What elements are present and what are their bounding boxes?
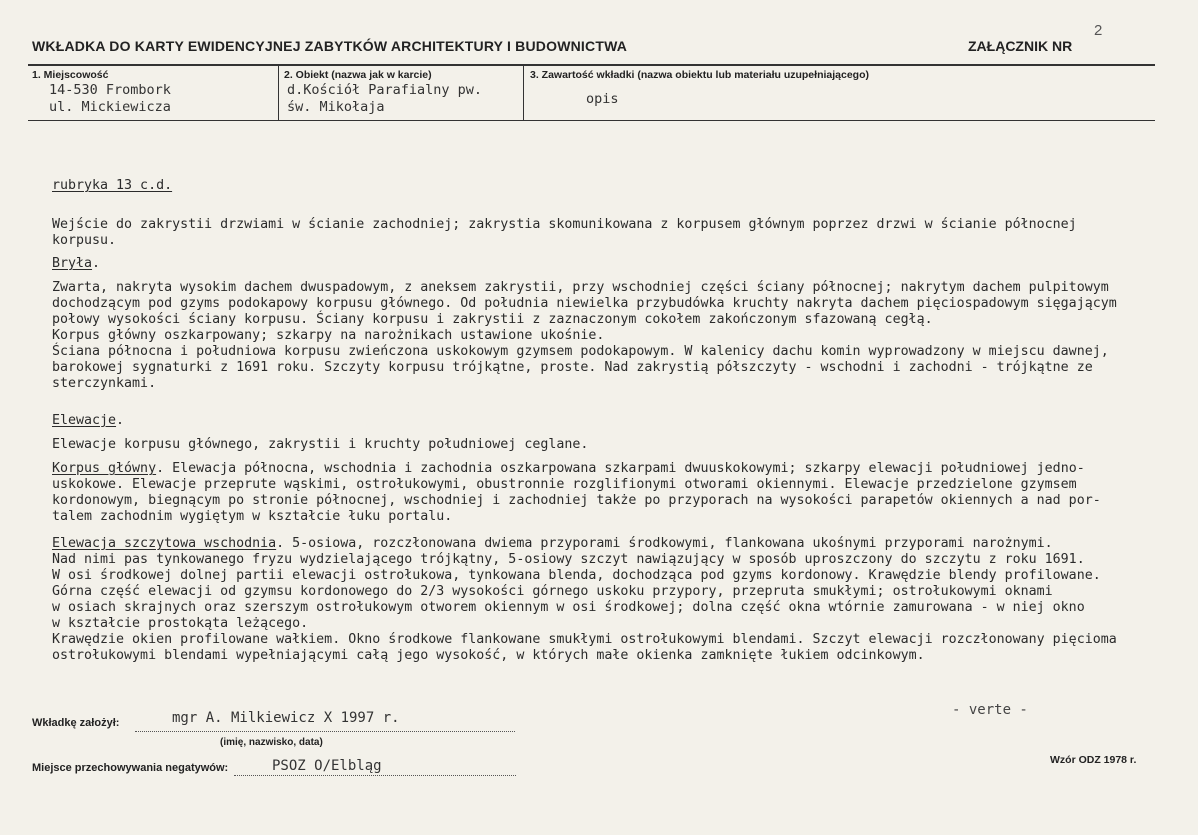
column-divider-1 <box>278 66 279 120</box>
paragraph-line <box>52 536 1053 552</box>
paragraph-line: Nad nimi pas tynkowanego fryzu wydzielającego trójkątny, 5-osiowy szczyt nawiązujący w sposób uproszczony do szczytu z roku 1691. <box>52 552 1085 567</box>
contents-label: 3. Zawartość wkładki (nazwa obiektu lub materiału uzupełniającego) <box>530 69 869 81</box>
paragraph-line: Elewacje korpusu głównego, zakrystii i kruchty południowej ceglane. <box>52 437 589 452</box>
locality-line1: 14-530 Frombork <box>49 82 171 98</box>
annex-label: ZAŁĄCZNIK NR <box>968 38 1073 54</box>
paragraph-text: . 5-osiowa, rozczłonowana dwiema przyporami środkowymi, flankowana ukośnymi przyporami narożnymi. <box>276 536 1053 551</box>
section-heading-elewacje: Elewacje. <box>52 413 125 428</box>
form-model-note: Wzór ODZ 1978 r. <box>1050 754 1137 766</box>
object-label: 2. Obiekt (nazwa jak w karcie) <box>284 69 432 81</box>
author-value: mgr A. Milkiewicz X 1997 r. <box>172 710 400 726</box>
paragraph-line: barokowej sygnaturki z 1691 roku. Szczyty korpusu trójkątne, proste. Nad zakrystią półszczyty - wschodni i zachodni - trójkątne ze <box>52 360 1093 375</box>
paragraph-line: Górna część elewacji od gzymsu kordonowego do 2/3 wysokości górnego uskoku przypory, przepruta smukłymi; ostrołukowymi oknami <box>52 584 1053 599</box>
paragraph-line: kordonowym, biegnącym po stronie północnej, wschodniej i zachodniej także po przyporach na wysokości parapetów okiennych a nad por- <box>52 493 1101 508</box>
fields-rule <box>28 120 1155 121</box>
locality-line2: ul. Mickiewicza <box>49 99 171 115</box>
paragraph-line: w osiach skrajnych oraz szerszym ostrołukowym otworem okiennym w osi środkowej; dolna część okna wtórnie zamurowana - w niej okno <box>52 600 1085 615</box>
paragraph-line: połowy wysokości ściany korpusu. Ściany korpusu i zakrystii z zaznaczonym cokołem zakończonym sfazowaną cegłą. <box>52 312 933 327</box>
annex-number: 2 <box>1094 22 1103 39</box>
author-hint: (imię, nazwisko, data) <box>220 737 323 748</box>
section-heading-szczyt: Elewacja szczytowa wschodnia <box>52 536 277 551</box>
paragraph-text: . Elewacja północna, wschodnia i zachodnia oszkarpowana szkarpami dwuuskokowymi; szkarpy elewacji południowej jedno- <box>156 461 1085 476</box>
paragraph-line: Krawędzie okien profilowane wałkiem. Okno środkowe flankowane smukłymi ostrołukowymi blendami. Szczyt elewacji rozczłonowany pięcioma <box>52 632 1117 647</box>
paragraph-line: dochodzącym pod gzyms podokapowy korpusu głównego. Od południa niewielka przybudówka kruchty nakryta dachem pięciospadowym sięgającym <box>52 296 1117 311</box>
section-heading-korpus: Korpus główny <box>52 461 157 476</box>
paragraph-line <box>52 461 1085 477</box>
object-line1: d.Kościół Parafialny pw. <box>287 82 483 98</box>
author-dotted-line <box>135 731 515 732</box>
paragraph-line: uskokowe. Elewacje przeprute wąskimi, ostrołukowymi, obustronnie rozglifionymi otworami okiennymi. Elewacje przedzielone gzymsem <box>52 477 1077 492</box>
storage-label: Miejsce przechowywania negatywów: <box>32 762 229 774</box>
author-label: Wkładkę założył: <box>32 717 120 729</box>
paragraph-line: W osi środkowej dolnej partii elewacji ostrołukowa, tynkowana blenda, dochodząca pod gzyms kordonowy. Krawędzie blendy profilowane. <box>52 568 1101 583</box>
paragraph-line: Ściana północna i południowa korpusu zwieńczona uskokowym gzymsem podokapowym. W kalenicy dachu komin wyprowadzony w miejscu dawnej, <box>52 344 1109 359</box>
verte-note: - verte - <box>952 702 1028 718</box>
locality-label: 1. Miejscowość <box>32 69 109 81</box>
rubric-heading: rubryka 13 c.d. <box>52 178 173 193</box>
paragraph-line: sterczynkami. <box>52 376 157 391</box>
paragraph-line: korpusu. <box>52 233 117 248</box>
section-heading-bryla: Bryła. <box>52 256 101 271</box>
form-title: WKŁADKA DO KARTY EWIDENCYJNEJ ZABYTKÓW ARCHITEKTURY I BUDOWNICTWA <box>32 38 628 54</box>
storage-value: PSOZ O/Elbląg <box>272 758 382 774</box>
paragraph-line: w kształcie prostokąta leżącego. <box>52 616 309 631</box>
object-line2: św. Mikołaja <box>287 99 385 115</box>
section-heading-text: Elewacje <box>52 413 117 428</box>
paragraph-line: ostrołukowymi blendami wypełniającymi całą jego wysokość, w których małe okienka zamknięte łukiem odcinkowym. <box>52 648 925 663</box>
storage-dotted-line <box>234 775 516 776</box>
section-heading-text: Bryła <box>52 256 93 271</box>
contents-value: opis <box>586 91 619 107</box>
paragraph-line: Zwarta, nakryta wysokim dachem dwuspadowym, z aneksem zakrystii, przy wschodniej części ściany północnej; nakrytym dachem pulpitowym <box>52 280 1109 295</box>
header-rule <box>28 64 1155 66</box>
paragraph-line: talem zachodnim wygiętym w kształcie łuku portalu. <box>52 509 453 524</box>
paragraph-line: Korpus główny oszkarpowany; szkarpy na narożnikach ustawione ukośnie. <box>52 328 605 343</box>
paragraph-line: Wejście do zakrystii drzwiami w ścianie zachodniej; zakrystia skomunikowana z korpusem głównym poprzez drzwi w ścianie północnej <box>52 217 1077 232</box>
column-divider-2 <box>523 66 524 120</box>
